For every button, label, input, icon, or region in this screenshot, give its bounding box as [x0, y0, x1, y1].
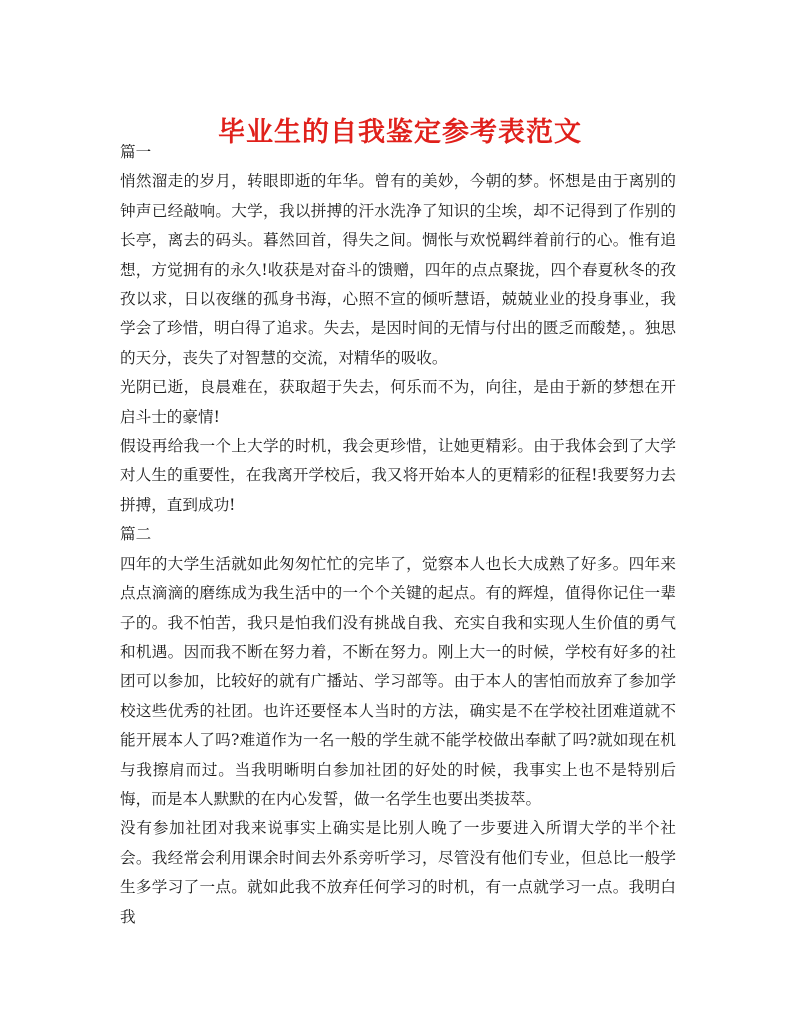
section-heading: 篇一	[120, 143, 152, 161]
section-heading: 篇二	[120, 525, 152, 544]
paragraph: 四年的大学生活就如此匆匆忙忙的完毕了，觉察本人也长大成熟了好多。四年来点点滴滴的磨练成为我生活中的一个个关键的起点。有的辉煌，值得你记住一辈子的。我不怕苦，我只是怕我们没有挑战自我、充实自我和实现人生价值的勇气和机遇。因而我不断在努力着，不断在努力。刚上大一的时候，学校有好多的社团可以参加，比较好的就有广播站、学习部等。由于本人的害怕而放弃了参加学校这些优秀的社团。也许还要怪本人当时的方法，确实是不在学校社团难道就不能开展本人了吗?难道作为一名一般的学生就不能学校做出奉献了吗?就如现在机与我擦肩而过。当我明晰明白参加社团的好处的时候，我事实上也不是特别后悔，而是本人默默的在内心发誓，做一名学生也要出类拔萃。	[120, 554, 676, 808]
paragraph: 悄然溜走的岁月，转眼即逝的年华。曾有的美妙，今朝的梦。怀想是由于离别的钟声已经敲响。大学，我以拼搏的汗水洗净了知识的尘埃，却不记得到了作别的长亭，离去的码头。暮然回首，得失之间。惆怅与欢悦羁绊着前行的心。惟有追想，方觉拥有的永久!收获是对奋斗的馈赠，四年的点点聚拢，四个春夏秋冬的孜孜以求，日以夜继的孤身书海，心照不宣的倾听慧语，兢兢业业的投身事业，我学会了珍惜，明白得了追求。失去，是因时间的无情与付出的匮乏而酸楚，。独思的天分，丧失了对智慧的交流，对精华的吸收。	[120, 172, 676, 367]
paragraph: 没有参加社团对我来说事实上确实是比别人晚了一步要进入所谓大学的半个社会。我经常会利用课余时间去外系旁听学习，尽管没有他们专业，但总比一般学生多学习了一点。就如此我不放弃任何学习的时机，有一点就学习一点。我明白我	[120, 819, 676, 926]
document-body	[120, 138, 676, 932]
paragraph: 光阴已逝，良晨难在，获取超于失去，何乐而不为，向往，是由于新的梦想在开启斗士的豪情!	[120, 378, 676, 426]
document-title: 毕业生的自我鉴定参考表范文	[218, 117, 582, 149]
paragraph: 假设再给我一个上大学的时机，我会更珍惜，让她更精彩。由于我体会到了大学对人生的重要性，在我离开学校后，我又将开始本人的更精彩的征程!我要努力去拼搏，直到成功!	[120, 437, 676, 514]
